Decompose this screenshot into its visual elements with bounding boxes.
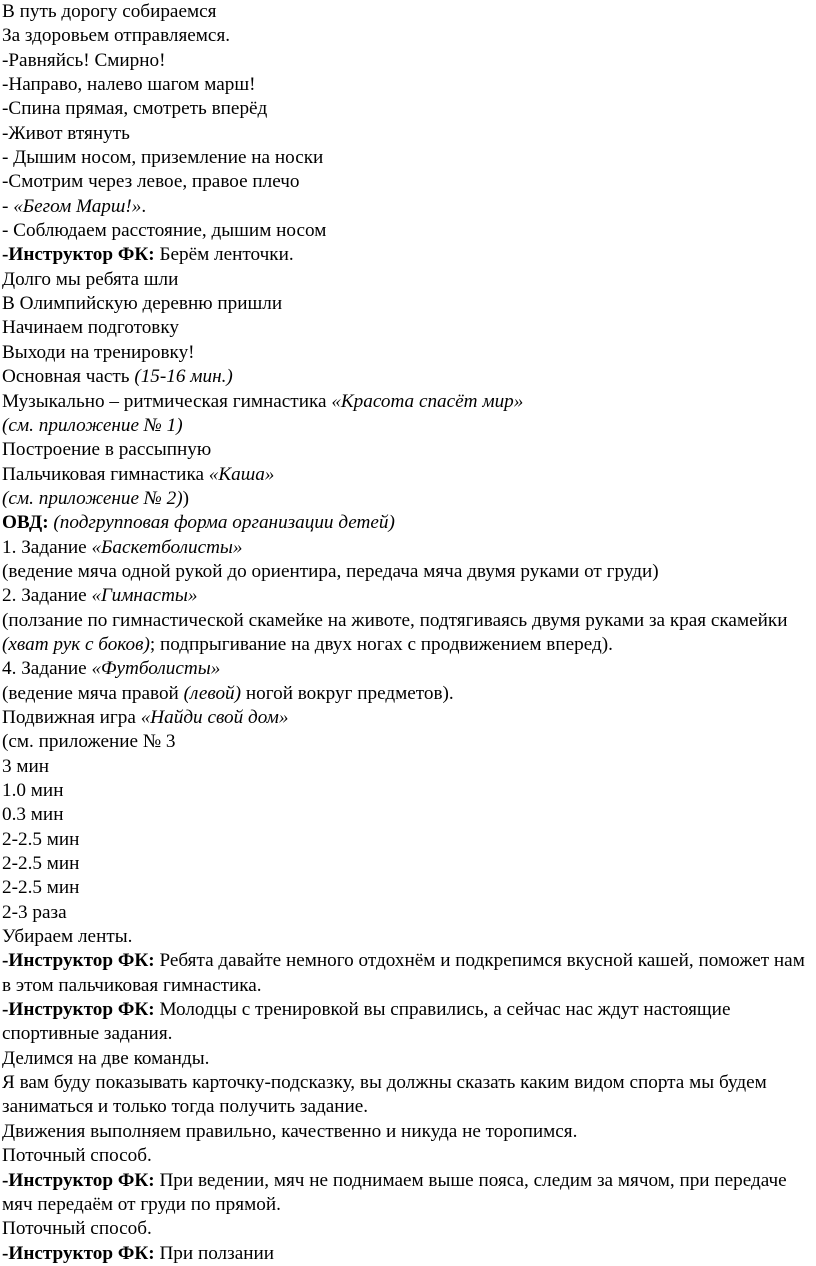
text-line: Убираем ленты.	[2, 926, 133, 948]
main-part-heading: Основная часть (15-16 мин.)	[2, 366, 233, 388]
text-line: Делимся на две команды.	[2, 1047, 210, 1069]
task-2-description: (ползание по гимнастической скамейке на животе, подтягиваясь двумя руками за края скамейки (хват рук с боков); подпрыгивание на двух ногах с продвижением вперед).	[2, 609, 788, 655]
instructor-dribble: -Инструктор ФК: При ведении, мяч не поднимаем выше пояса, следим за мячом, при передаче мяч передаём от груди по прямой.	[2, 1169, 787, 1215]
text-line: -Равняйсь! Смирно!	[2, 49, 166, 71]
time-entry: 1.0 мин	[2, 780, 64, 801]
text-line: - Соблюдаем расстояние, дышим носом	[2, 220, 327, 242]
text-line: Поточный способ.	[2, 1145, 152, 1167]
ovd-heading: ОВД: (подгрупповая форма организации детей)	[2, 512, 395, 534]
text-line: -Спина прямая, смотреть вперёд	[2, 98, 268, 120]
instructor-label: -Инструктор ФК:	[2, 950, 155, 972]
time-entry: 2-3 раза	[2, 901, 67, 923]
instructor-label: -Инструктор ФК:	[2, 999, 155, 1021]
task-2-title: 2. Задание «Гимнасты»	[2, 585, 198, 607]
outdoor-game: Подвижная игра «Найди свой дом»	[2, 706, 289, 728]
instructor-label: -Инструктор ФК:	[2, 1242, 155, 1264]
time-entry: 3 мин	[2, 755, 50, 777]
instructor-ribbons: -Инструктор ФК: Берём ленточки.	[2, 244, 294, 266]
instructor-label: -Инструктор ФК:	[2, 1169, 155, 1191]
instructor-label: -Инструктор ФК:	[2, 244, 155, 266]
text-line: -Живот втянуть	[2, 122, 130, 144]
text-line: -Смотрим через левое, правое плечо	[2, 171, 300, 193]
text-line: Построение в рассыпную	[2, 439, 212, 461]
task-1-title: 1. Задание «Баскетболисты»	[2, 536, 243, 558]
run-command: - «Бегом Марш!».	[2, 195, 147, 217]
text-line: - Дышим носом, приземление на носки	[2, 147, 324, 169]
text-line: -Направо, налево шагом марш!	[2, 74, 256, 96]
cards-paragraph: Я вам буду показывать карточку-подсказку, вы должны сказать каким видом спорта мы будем заниматься и только тогда получить задание.	[2, 1072, 767, 1118]
finger-gymnastics: Пальчиковая гимнастика «Каша»	[2, 463, 275, 485]
time-entry: 2-2.5 мин	[2, 877, 80, 899]
task-4-description: (ведение мяча правой (левой) ногой вокруг предметов).	[2, 682, 454, 704]
poem-line: Долго мы ребята шли	[2, 268, 179, 290]
text-line: Движения выполняем правильно, качественно и никуда не торопимся.	[2, 1120, 578, 1142]
time-entry: 2-2.5 мин	[2, 853, 80, 875]
appendix-ref-1: (см. приложение № 1)	[2, 414, 183, 436]
poem-line: В Олимпийскую деревню пришли	[2, 293, 283, 315]
task-1-description: (ведение мяча одной рукой до ориентира, передача мяча двумя руками от груди)	[2, 560, 659, 582]
document-page	[2, 0, 812, 1266]
task-4-title: 4. Задание «Футболисты»	[2, 658, 221, 680]
text-line: В путь дорогу собираемся	[2, 1, 217, 22]
rhythmic-gymnastics: Музыкально – ритмическая гимнастика «Красота спасёт мир»	[2, 390, 524, 412]
text-line: За здоровьем отправляемся.	[2, 25, 231, 47]
appendix-ref-2: (см. приложение № 2))	[2, 487, 190, 509]
time-entry: 0.3 мин	[2, 804, 64, 826]
time-entry: 2-2.5 мин	[2, 828, 80, 850]
instructor-well-done: -Инструктор ФК: Молодцы с тренировкой вы справились, а сейчас нас ждут настоящие спортивные задания.	[2, 999, 731, 1045]
poem-line: Начинаем подготовку	[2, 317, 179, 339]
instructor-crawl: -Инструктор ФК: При ползании	[2, 1242, 275, 1264]
instructor-rest: -Инструктор ФК: Ребята давайте немного отдохнём и подкрепимся вкусной кашей, поможет нам в этом пальчиковая гимнастика.	[2, 950, 805, 996]
poem-line: Выходи на тренировку!	[2, 341, 195, 363]
text-line: Поточный способ.	[2, 1218, 152, 1240]
appendix-ref-3: (см. приложение № 3	[2, 731, 176, 753]
